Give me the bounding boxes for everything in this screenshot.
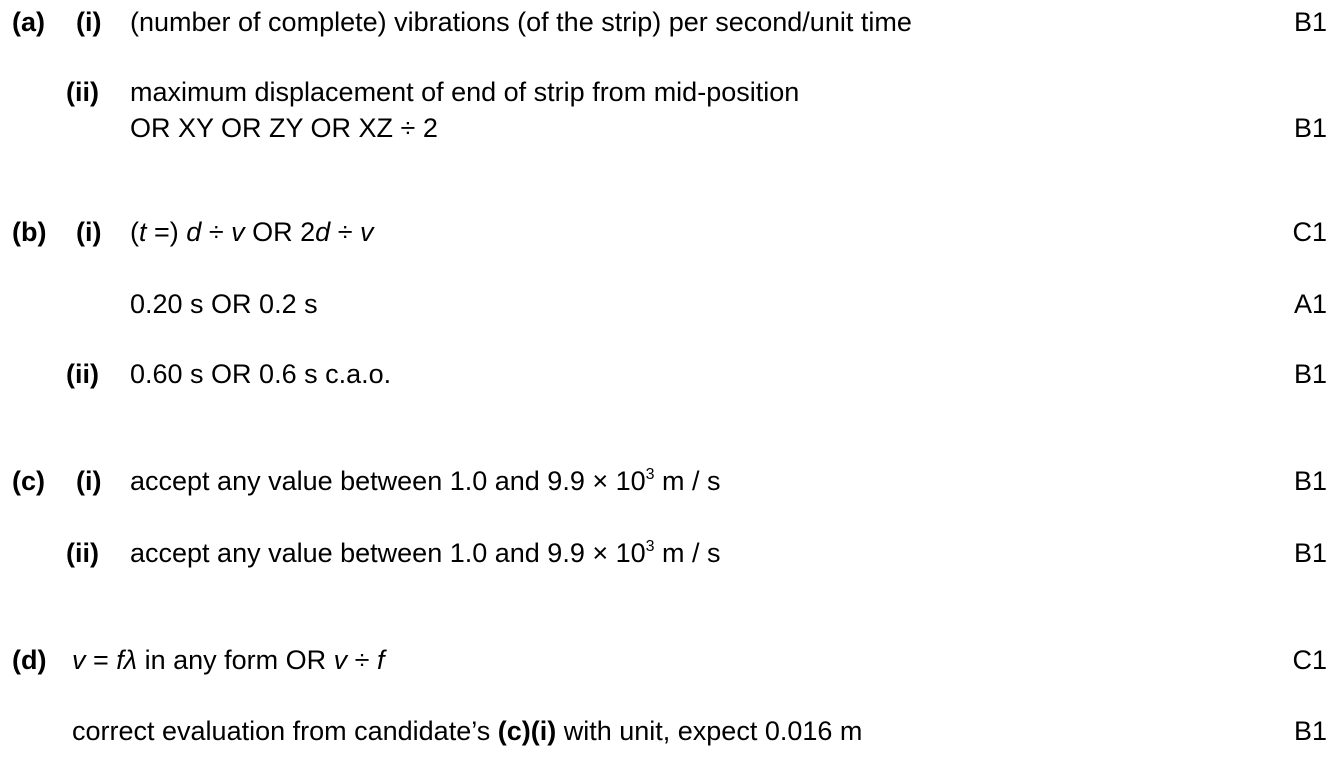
sub-label-c-ii: (ii) <box>66 538 99 568</box>
part-label-b: (b) <box>12 217 47 247</box>
sub-label-c-i: (i) <box>76 466 102 496</box>
formula-b-i: (t =) d ÷ v OR 2d ÷ v <box>130 217 374 247</box>
sub-label-a-ii: (ii) <box>66 77 99 107</box>
answer-a-i: (number of complete) vibrations (of the strip) per second/unit time <box>130 7 912 37</box>
part-label-d: (d) <box>12 645 47 675</box>
formula-d: v = fλ in any form OR v ÷ f <box>72 645 385 675</box>
sub-label-b-ii: (ii) <box>66 359 99 389</box>
sub-label-a-i: (i) <box>76 7 102 37</box>
row-a-ii-line2 <box>0 110 1337 146</box>
answer-b-ii: 0.60 s OR 0.6 s c.a.o. <box>130 359 392 389</box>
row-d-equation <box>0 642 1337 678</box>
part-label-c: (c) <box>12 466 45 496</box>
answer-b-i: 0.20 s OR 0.2 s <box>130 289 318 319</box>
mark-b-ii: B1 <box>1293 359 1327 389</box>
row-c-i <box>0 463 1337 499</box>
mark-c-ii: B1 <box>1293 538 1327 568</box>
answer-a-ii-line1: maximum displacement of end of strip from mid-position <box>130 77 800 107</box>
mark-a-i: B1 <box>1293 7 1327 37</box>
row-b-ii <box>0 356 1337 392</box>
row-a-ii-line1 <box>0 74 1337 110</box>
mark-b-i-answer: A1 <box>1293 289 1327 319</box>
row-d-evaluation <box>0 713 1337 749</box>
mark-a-ii: B1 <box>1293 113 1327 143</box>
answer-c-ii: accept any value between 1.0 and $9.9 \times 10^3$ m / s <box>130 538 721 568</box>
mark-d-answer: B1 <box>1293 716 1327 746</box>
row-a-i <box>0 4 1337 40</box>
part-label-a: (a) <box>12 7 45 37</box>
answer-d: correct evaluation from candidate’s (c)(i) with unit, expect 0.016 m <box>72 716 863 746</box>
sub-label-b-i: (i) <box>76 217 102 247</box>
mark-c-i: B1 <box>1293 466 1327 496</box>
row-b-i-answer <box>0 286 1337 322</box>
answer-a-ii-line2: OR XY OR ZY OR XZ ÷ 2 <box>130 113 438 143</box>
mark-b-i-method: C1 <box>1292 217 1327 247</box>
answer-c-i: accept any value between 1.0 and $9.9 \times 10^3$ m / s <box>130 466 721 496</box>
mark-d-method: C1 <box>1292 645 1327 675</box>
row-b-i <box>0 214 1337 250</box>
row-c-ii <box>0 535 1337 571</box>
